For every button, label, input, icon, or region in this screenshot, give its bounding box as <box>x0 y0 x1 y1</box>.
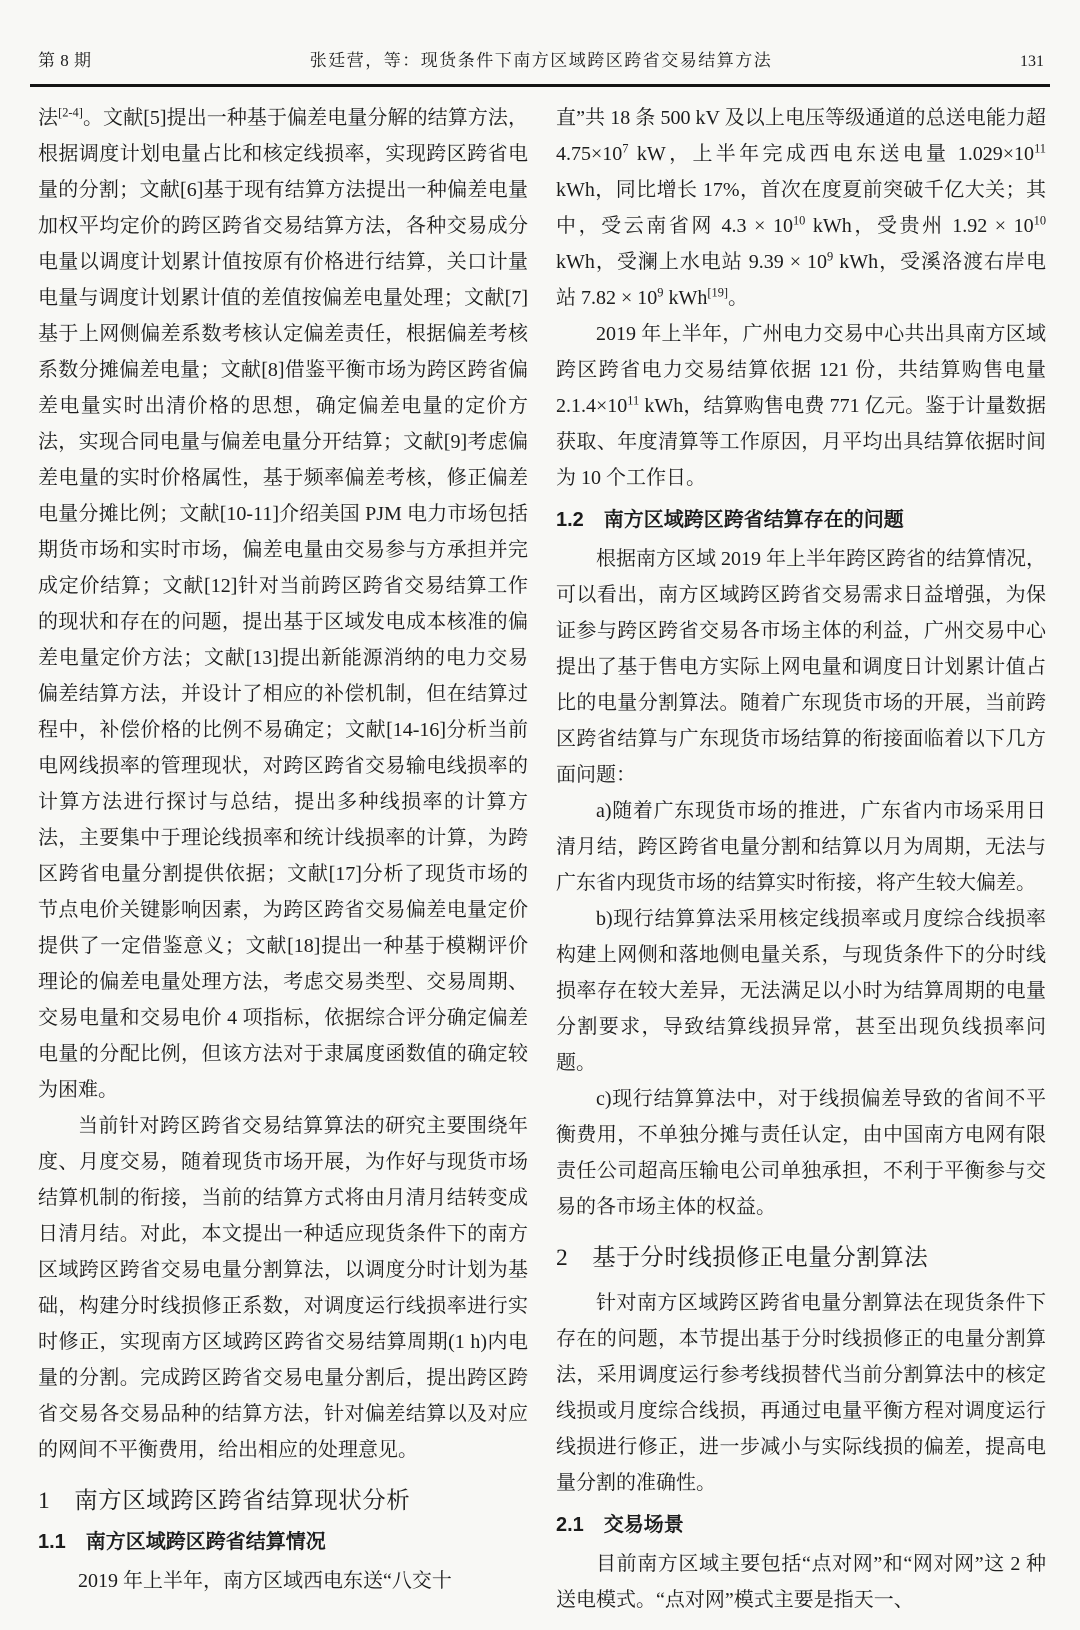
running-title: 张廷营，等：现货条件下南方区域跨区跨省交易结算方法 <box>309 51 773 70</box>
paragraph-problems-intro: 根据南方区域 2019 年上半年跨区跨省的结算情况，可以看出，南方区域跨区跨省交易需求日益增强，为保证参与跨区跨省交易各市场主体的利益，广州交易中心提出了基于售电方实际上网电量和调度日计划累计值占比的电量分割算法。随着广东现货市场的开展，当前跨区跨省结算与广东现货市场结算的衔接面临着以下几方面问题： <box>556 548 1046 786</box>
paragraph-algorithm-intro: 针对南方区域跨区跨省电量分割算法在现货条件下存在的问题，本节提出基于分时线损修正的电量分割算法，采用调度运行参考线损替代当前分割算法中的核定线损或月度综合线损，再通过电量平衡方程对调度运行线损进行修正，进一步减小与实际线损的偏差，提高电量分割的准确性。 <box>556 1292 1046 1494</box>
section-2-heading: 2 基于分时线损修正电量分割算法 <box>556 1245 929 1271</box>
paragraph-proposal: 当前针对跨区跨省交易结算算法的研究主要围绕年度、月度交易，随着现货市场开展，为作好与现货市场结算机制的衔接，当前的结算方式将由月清月结转变成日清月结。对此，本文提出一种适应现货条件下的南方区域跨区跨省交易电量分割算法，以调度分时计划为基础，构建分时线损修正系数，对调度运行线损率进行实时修正，实现南方区域跨区跨省交易结算周期(1 h)内电量的分割。完成跨区跨省交易电量分割后，提出跨区跨省交易各交易品种的结算方法，针对偏差结算以及对应的网间不平衡费用，给出相应的处理意见。 <box>38 1115 528 1461</box>
running-header <box>0 0 1080 71</box>
paragraph-problem-c: c)现行结算算法中，对于线损偏差导致的省间不平衡费用，不单独分摊与责任认定，由中国南方电网有限责任公司超高压输电公司单独承担，不利于平衡参与交易的各市场主体的权益。 <box>556 1088 1046 1218</box>
section-1-2-heading: 1.2 南方区域跨区跨省结算存在的问题 <box>556 509 904 531</box>
section-1-1-heading: 1.1 南方区域跨区跨省结算情况 <box>38 1531 326 1553</box>
left-column <box>38 100 528 1618</box>
section-1-heading: 1 南方区域跨区跨省结算现状分析 <box>38 1488 411 1514</box>
paragraph-problem-a: a)随着广东现货市场的推进，广东省内市场采用日清月结，跨区跨省电量分割和结算以月为周期，无法与广东省内现货市场的结算实时衔接，将产生较大偏差。 <box>556 800 1046 894</box>
two-column-body <box>0 87 1080 1618</box>
paragraph-guangzhou-settlement: 2019 年上半年，广州电力交易中心共出具南方区域跨区跨省电力交易结算依据 121 份，共结算购售电量 $2.1.4\times 10^{11}$ kWh，结算购售电费 771 亿元。鉴于计量数据获取、年度清算等工作原因，月平均出具结算依据时间为 10 个工作日。 <box>556 323 1046 489</box>
paragraph-settlement-intro: 2019 年上半年，南方区域西电东送“八交十 <box>78 1570 452 1592</box>
right-column <box>556 100 1046 1618</box>
paragraph-transmission: 直”共 18 条 500 kV 及以上电压等级通道的总送电能力超 $4.75\times 10^7$ kW，上半年完成西电东送电量 $1.029\times 10^{11}$ kWh，同比增长 17%，首次在度夏前突破千亿大关；其中，受云南省网 $4.3 \times 10^{10}$ kWh，受贵州 $1.92 \times 10^{10}$ kWh，受澜上水电站 $9.39 \times 10^9$ kWh，受溪洛渡右岸电站 $7.82 \times 10^9$ kWh[19]。 <box>556 107 1047 309</box>
section-2-1-heading: 2.1 交易场景 <box>556 1514 684 1536</box>
paragraph-problem-b: b)现行结算算法采用核定线损率或月度综合线损率构建上网侧和落地侧电量关系，与现货条件下的分时线损率存在较大差异，无法满足以小时为结算周期的电量分割要求，导致结算线损异常，甚至出现负线损率问题。 <box>556 908 1046 1074</box>
journal-issue-label: 第 8 期 <box>38 51 92 70</box>
paragraph-trading-scenario: 目前南方区域主要包括“点对网”和“网对网”这 2 种送电模式。“点对网”模式主要是指天一、 <box>556 1553 1046 1611</box>
page-number: 131 <box>1020 53 1044 70</box>
paragraph-literature-review: 法[2-4]。文献[5]提出一种基于偏差电量分解的结算方法，根据调度计划电量占比和核定线损率，实现跨区跨省电量的分割；文献[6]基于现有结算方法提出一种偏差电量加权平均定价的跨区跨省交易结算方法，各种交易成分电量以调度计划累计值按原有价格进行结算，关口计量电量与调度计划累计值的差值按偏差电量处理；文献[7]基于上网侧偏差系数考核认定偏差责任，根据偏差考核系数分摊偏差电量；文献[8]借鉴平衡市场为跨区跨省偏差电量实时出清价格的思想，确定偏差电量的定价方法，实现合同电量与偏差电量分开结算；文献[9]考虑偏差电量的实时价格属性，基于频率偏差考核，修正偏差电量分摊比例；文献[10-11]介绍美国 PJM 电力市场包括期货市场和实时市场，偏差电量由交易参与方承担并完成定价结算；文献[12]针对当前跨区跨省交易结算工作的现状和存在的问题，提出基于区域发电成本核准的偏差电量定价方法；文献[13]提出新能源消纳的电力交易偏差结算方法，并设计了相应的补偿机制，但在结算过程中，补偿价格的比例不易确定；文献[14-16]分析当前电网线损率的管理现状，对跨区跨省交易输电线损率的计算方法进行探讨与总结，提出多种线损率的计算方法，主要集中于理论线损率和统计线损率的计算，为跨区跨省电量分割提供依据；文献[17]分析了现货市场的节点电价关键影响因素，为跨区跨省交易偏差电量定价提供了一定借鉴意义；文献[18]提出一种基于模糊评价理论的偏差电量处理方法，考虑交易类型、交易周期、交易电量和交易电价 4 项指标，依据综合评分确定偏差电量的分配比例，但该方法对于隶属度函数值的确定较为困难。 <box>38 105 529 1101</box>
